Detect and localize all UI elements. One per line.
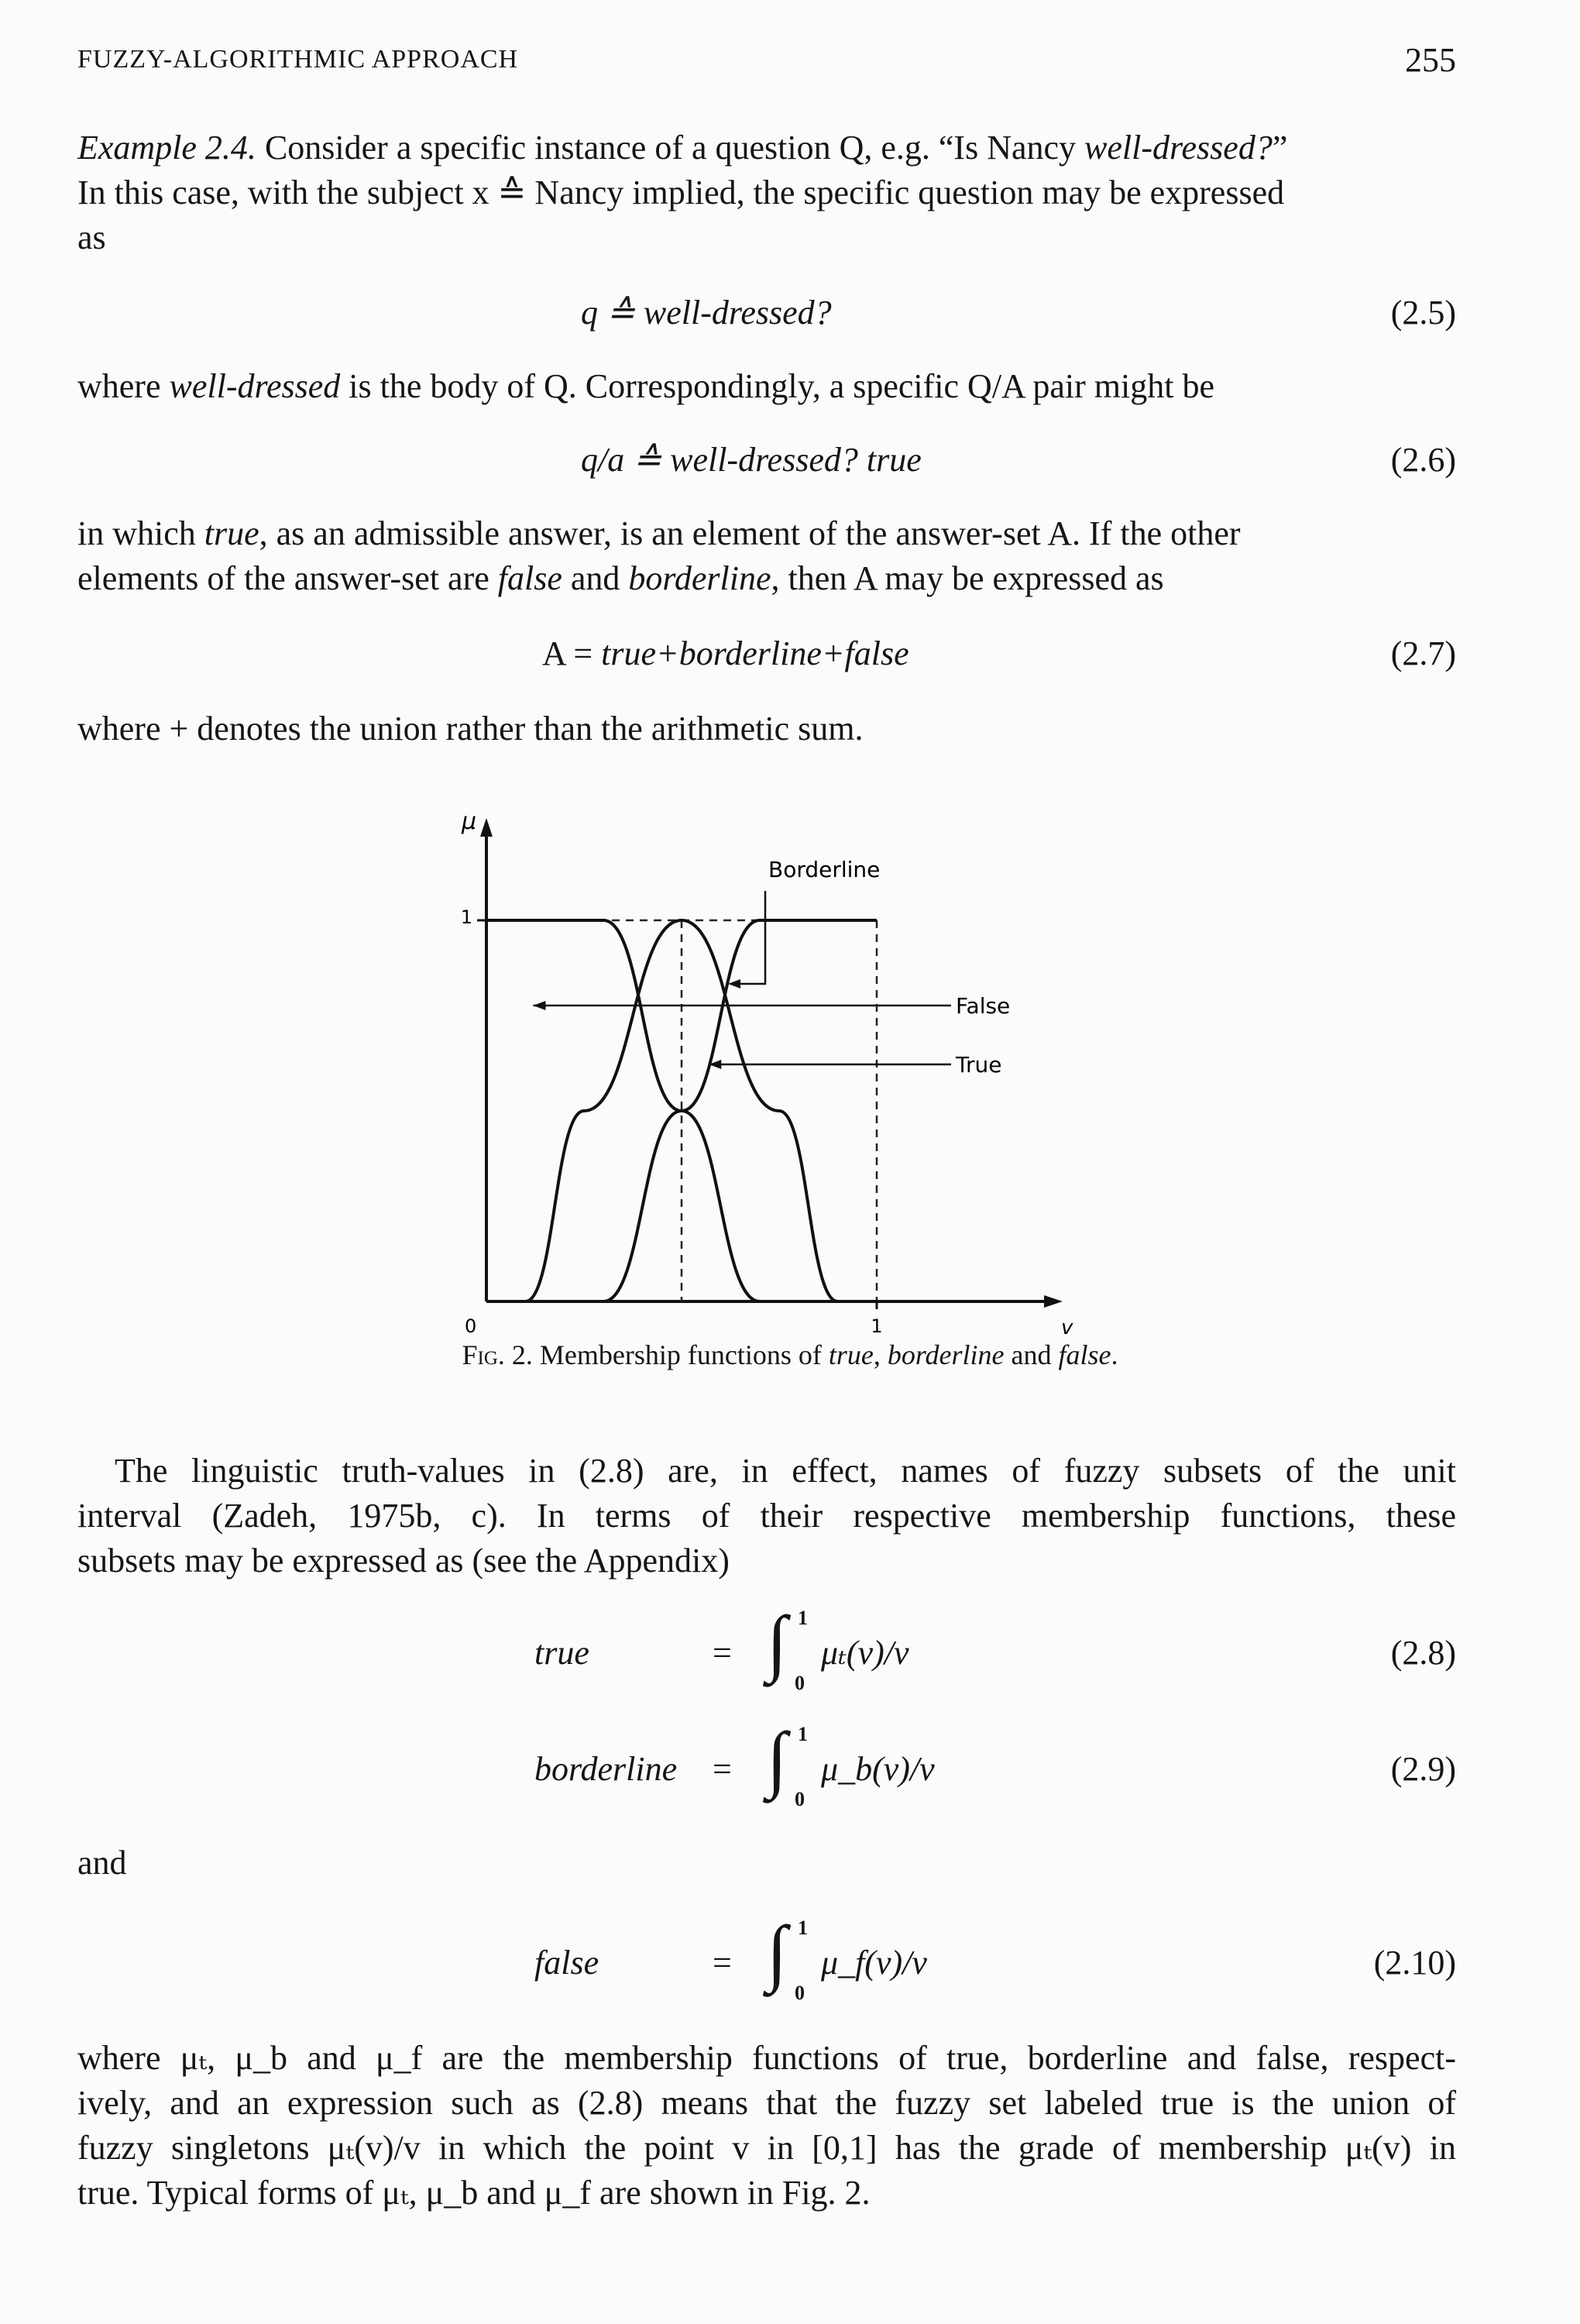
- y-axis-arrow: [480, 818, 493, 837]
- equation-number-2-9: (2.9): [1390, 1750, 1456, 1788]
- caption-end: .: [1111, 1339, 1118, 1370]
- y-tick-label: 1: [460, 906, 472, 928]
- equation-2-6: q/a ≙ well-dressed? true: [581, 441, 922, 479]
- integral-borderline-lower: 0: [795, 1788, 805, 1810]
- equation-number-2-10: (2.10): [1373, 1944, 1456, 1982]
- borderline-label: Borderline: [768, 857, 881, 882]
- true-label: True: [956, 1052, 1002, 1078]
- integral-false-integrand: μ_f(v)/v: [821, 1944, 927, 1982]
- linguistic-line-1: The linguistic truth-values in (2.8) are, in effect, names of fuzzy subsets of the unit: [115, 1452, 1456, 1490]
- linguistic-paragraph: [77, 1449, 1456, 1583]
- answer-pre: in which: [77, 514, 204, 552]
- integral-false-equals: =: [713, 1944, 732, 1982]
- integral-true-equals: =: [713, 1634, 732, 1672]
- linguistic-line-3: subsets may be expressed as (see the Appendix): [77, 1542, 730, 1580]
- equation-number-2-6: (2.6): [1390, 441, 1456, 479]
- integral-false-lower: 0: [795, 1982, 805, 2004]
- page-number: 255: [1405, 41, 1456, 79]
- final-line-2: ively, and an expression such as (2.8) means that the fuzzy set labeled true is the union of: [77, 2084, 1456, 2122]
- integral-false: [534, 1910, 1503, 2008]
- body-italic: well-dressed: [169, 367, 341, 405]
- example-paragraph: [77, 125, 1456, 260]
- answer-true: true: [204, 514, 259, 552]
- equation-2-5: q ≙ well-dressed?: [581, 294, 832, 332]
- integral-true-lower: 0: [795, 1672, 805, 1694]
- example-label: Example 2.4.: [77, 129, 256, 167]
- equation-number-2-8: (2.8): [1390, 1634, 1456, 1672]
- example-line-2: In this case, with the subject x ≙ Nancy implied, the specific question may be expressed: [77, 174, 1285, 211]
- caption-sep1: ,: [873, 1339, 888, 1370]
- union-paragraph: where + denotes the union rather than the arithmetic sum.: [77, 710, 864, 748]
- caption-sep2: and: [1004, 1339, 1059, 1370]
- false-label: False: [956, 993, 1011, 1019]
- example-text: Consider a specific instance of a question Q, e.g. “Is Nancy: [256, 129, 1085, 167]
- body-text-post: is the body of Q. Correspondingly, a specific Q/A pair might be: [340, 367, 1215, 405]
- false-leader-arrow: [533, 1001, 545, 1010]
- and-word: and: [77, 1844, 127, 1882]
- integral-borderline-sign: ∫: [767, 1717, 788, 1800]
- caption-borderline: borderline: [887, 1339, 1005, 1370]
- example-line-3: as: [77, 218, 106, 256]
- answer-false: false: [497, 559, 562, 597]
- caption-text: Membership functions of: [532, 1339, 829, 1370]
- borderline-leader-arrow: [728, 979, 740, 988]
- caption-prefix: Fig. 2.: [462, 1339, 533, 1370]
- integral-borderline-equals: =: [713, 1750, 732, 1788]
- y-axis-label: μ: [462, 808, 477, 835]
- integral-false-sign: ∫: [767, 1910, 788, 1993]
- eq-2-7-lhs: A =: [542, 634, 602, 672]
- running-head: FUZZY-ALGORITHMIC APPROACH: [77, 45, 519, 74]
- final-line-4: true. Typical forms of μₜ, μ_b and μ_f are shown in Fig. 2.: [77, 2174, 871, 2212]
- answer-paragraph: [77, 511, 1456, 601]
- integral-true-upper: 1: [798, 1607, 808, 1629]
- equation-number-2-5: (2.5): [1390, 294, 1456, 332]
- integral-borderline: [534, 1717, 1503, 1814]
- linguistic-line-2: interval (Zadeh, 1975b, c). In terms of their respective membership functions, these: [77, 1497, 1456, 1535]
- integral-true-name: true: [534, 1634, 589, 1672]
- x-axis-label: v: [1061, 1316, 1073, 1339]
- caption-false: false: [1058, 1339, 1111, 1370]
- x-axis-arrow: [1044, 1295, 1063, 1308]
- figure-caption: [0, 1339, 1580, 1371]
- integral-borderline-upper: 1: [798, 1723, 808, 1745]
- membership-function-figure: [434, 806, 1131, 1348]
- equation-2-7: [542, 634, 909, 673]
- body-text-pre: where: [77, 367, 170, 405]
- answer-post: , as an admissible answer, is an element of the answer-set A. If the other: [259, 514, 1241, 552]
- integral-false-name: false: [534, 1944, 599, 1982]
- equation-number-2-7: (2.7): [1390, 634, 1456, 672]
- integral-true-sign: ∫: [767, 1600, 788, 1683]
- final-line-1: where μₜ, μ_b and μ_f are the membership functions of true, borderline and false, respect-: [77, 2039, 1456, 2077]
- final-paragraph: [77, 2036, 1456, 2216]
- integral-false-upper: 1: [798, 1917, 808, 1939]
- answer-line2-post: , then A may be expressed as: [771, 559, 1164, 597]
- example-question: well-dressed?: [1084, 129, 1273, 167]
- final-line-3: fuzzy singletons μₜ(v)/v in which the point v in [0,1] has the grade of membership μₜ(v) in: [77, 2129, 1456, 2167]
- integral-borderline-integrand: μ_b(v)/v: [821, 1750, 935, 1788]
- caption-true: true: [828, 1339, 874, 1370]
- eq-2-7-rhs: true+borderline+false: [601, 634, 909, 672]
- integral-borderline-name: borderline: [534, 1750, 678, 1788]
- integral-true: [534, 1600, 1503, 1698]
- example-quote: ”: [1272, 129, 1288, 167]
- answer-borderline: borderline: [628, 559, 771, 597]
- x-tick-label: 1: [871, 1315, 883, 1337]
- integral-true-integrand: μₜ(v)/v: [821, 1634, 909, 1672]
- body-paragraph: [77, 364, 1214, 409]
- origin-label: 0: [465, 1315, 477, 1337]
- answer-and: and: [562, 559, 629, 597]
- answer-line2-pre: elements of the answer-set are: [77, 559, 498, 597]
